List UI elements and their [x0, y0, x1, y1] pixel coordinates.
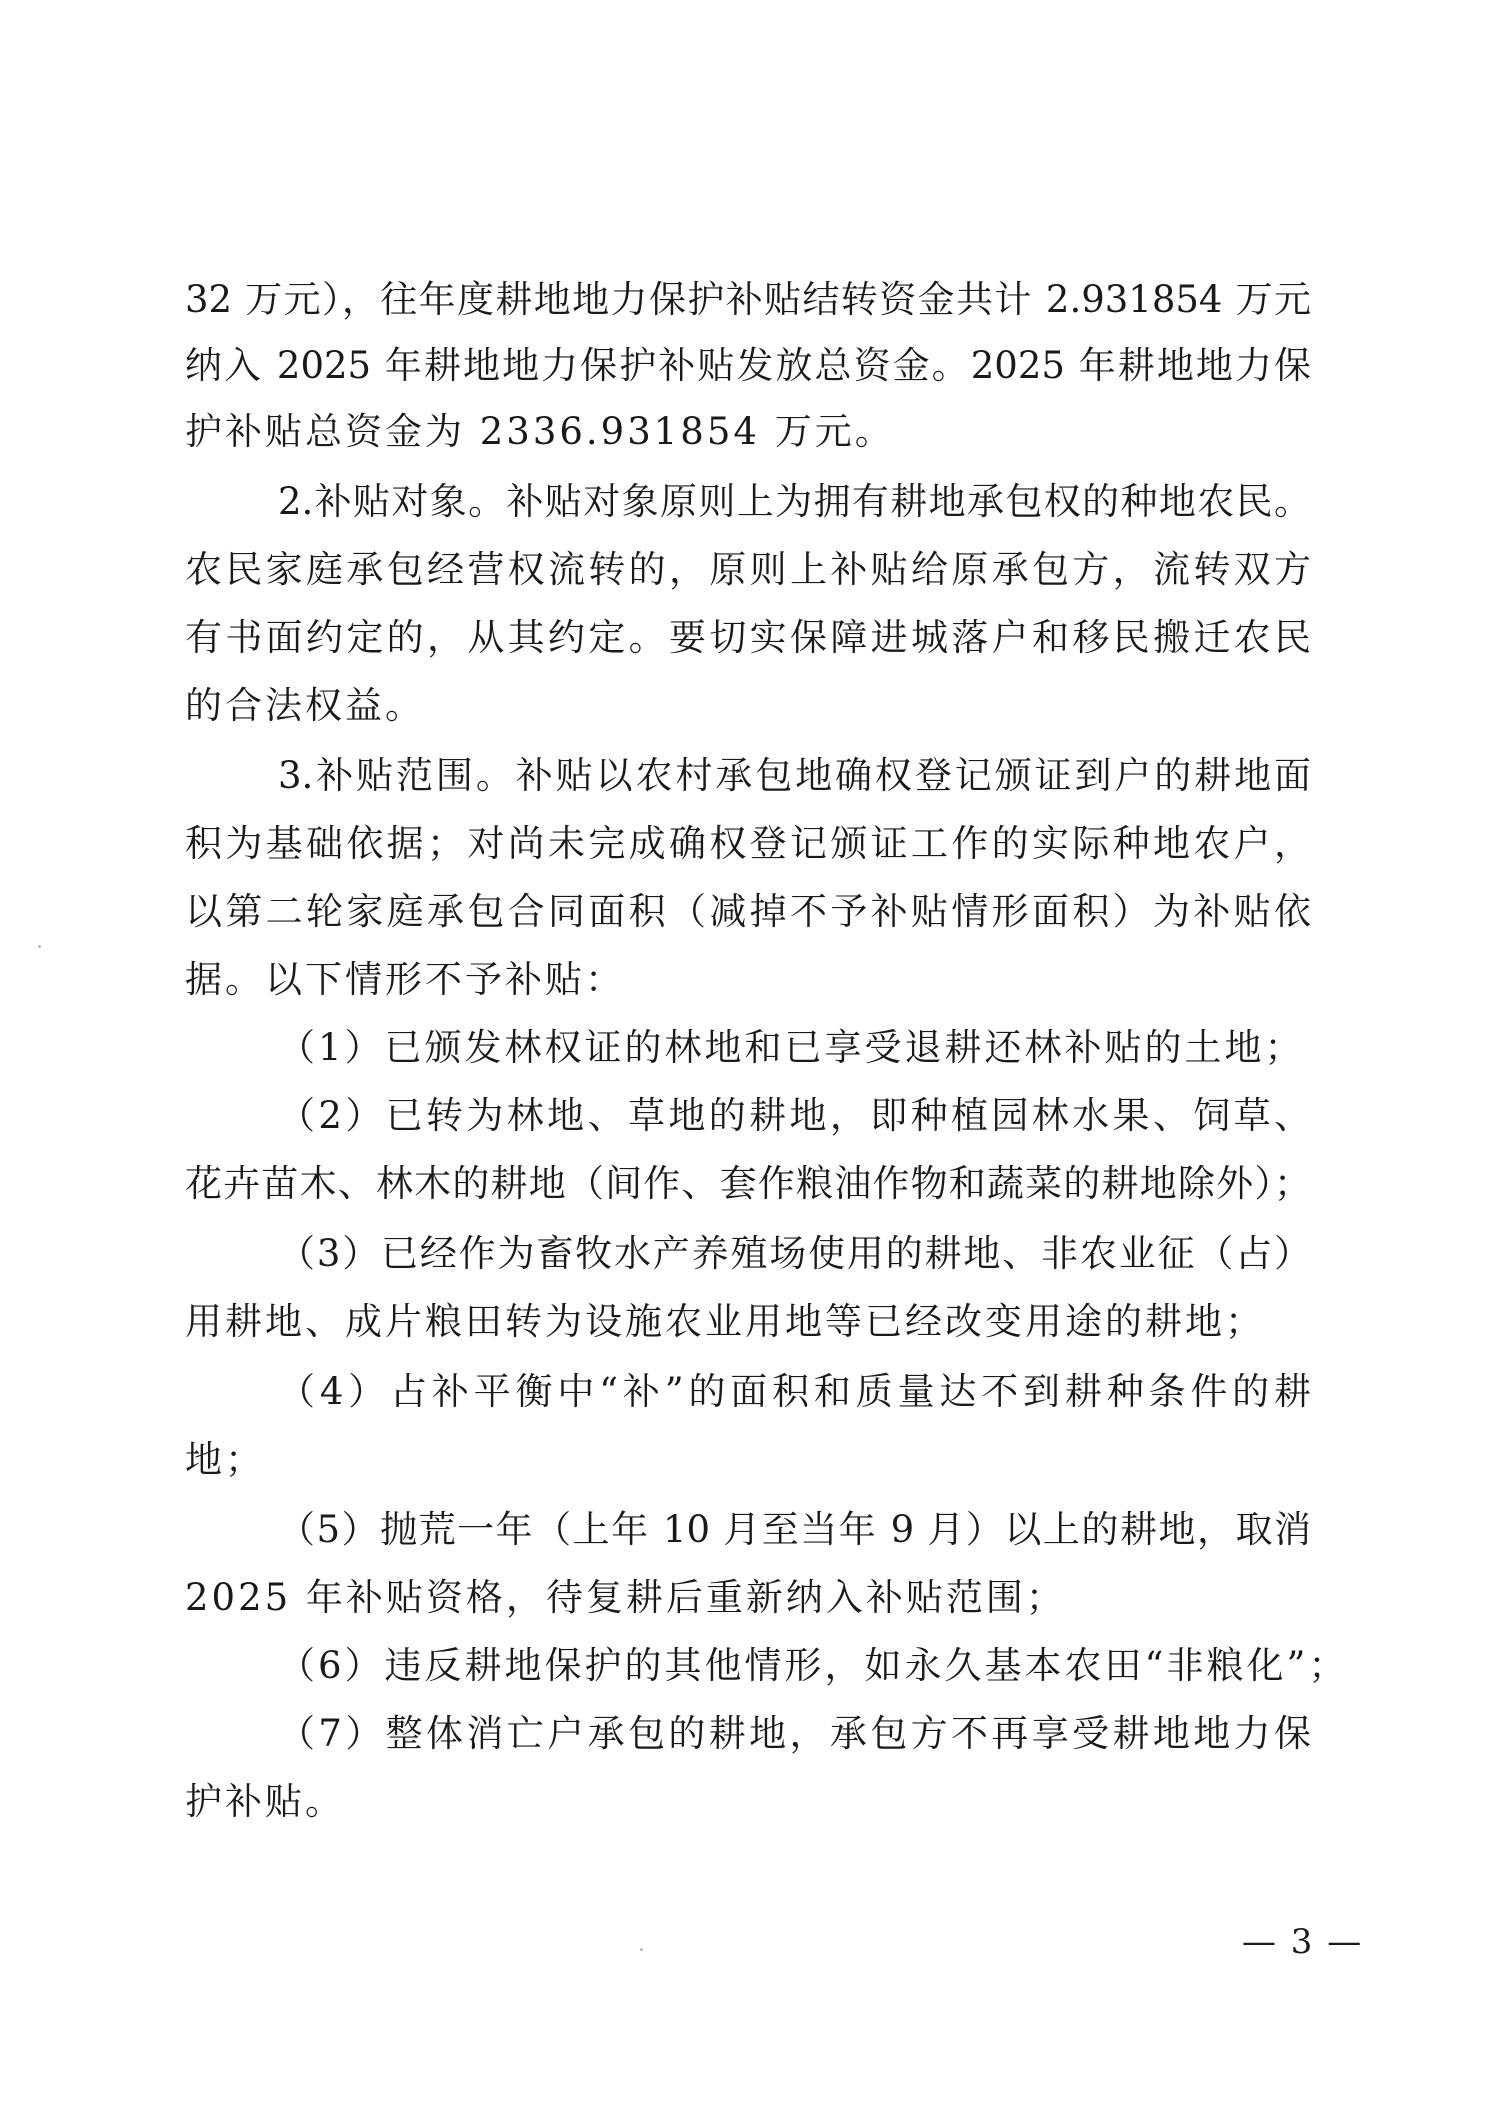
page-number: — 3 — [1242, 1922, 1364, 1962]
text-line: （1）已颁发林权证的林地和已享受退耕还林补贴的土地； [278, 1026, 1305, 1069]
text-line: 积为基础依据；对尚未完成确权登记颁证工作的实际种地农户， [185, 822, 1311, 865]
text-line: 纳入 2025 年耕地地力保护补贴发放总资金。2025 年耕地地力保 [185, 344, 1311, 387]
scan-speck [640, 1948, 643, 1951]
text-line: 护补贴总资金为 2336.931854 万元。 [185, 410, 895, 453]
text-line: 2.补贴对象。补贴对象原则上为拥有耕地承包权的种地农民。 [278, 480, 1311, 523]
text-line: （5）抛荒一年（上年 10 月至当年 9 月）以上的耕地，取消 [278, 1508, 1311, 1551]
text-line: 护补贴。 [185, 1780, 345, 1823]
text-line: （6）违反耕地保护的其他情形，如永久基本农田“非粮化”； [278, 1644, 1349, 1687]
text-line: （3）已经作为畜牧水产养殖场使用的耕地、非农业征（占） [278, 1232, 1311, 1275]
text-line: 32 万元），往年度耕地地力保护补贴结转资金共计 2.931854 万元 [185, 278, 1311, 321]
text-line: 3.补贴范围。补贴以农村承包地确权登记颁证到户的耕地面 [278, 754, 1311, 797]
text-line: 用耕地、成片粮田转为设施农业用地等已经改变用途的耕地； [185, 1300, 1265, 1343]
text-line: （2）已转为林地、草地的耕地，即种植园林水果、饲草、 [278, 1094, 1311, 1137]
scan-speck [38, 945, 41, 948]
text-line: 有书面约定的，从其约定。要切实保障进城落户和移民搬迁农民 [185, 616, 1311, 659]
text-line: 2025 年补贴资格，待复耕后重新纳入补贴范围； [185, 1576, 1066, 1619]
text-line: 地； [185, 1438, 265, 1481]
text-line: 以第二轮家庭承包合同面积（减掉不予补贴情形面积）为补贴依 [185, 890, 1311, 933]
text-line: 农民家庭承包经营权流转的，原则上补贴给原承包方，流转双方 [185, 548, 1311, 591]
text-line: （7）整体消亡户承包的耕地，承包方不再享受耕地地力保 [278, 1712, 1311, 1755]
text-line: 据。以下情形不予补贴： [185, 958, 625, 1001]
text-line: 的合法权益。 [185, 684, 425, 727]
text-line: （4）占补平衡中“补”的面积和质量达不到耕种条件的耕 [278, 1370, 1311, 1413]
text-line: 花卉苗木、林木的耕地（间作、套作粮油作物和蔬菜的耕地除外）； [185, 1162, 1311, 1205]
